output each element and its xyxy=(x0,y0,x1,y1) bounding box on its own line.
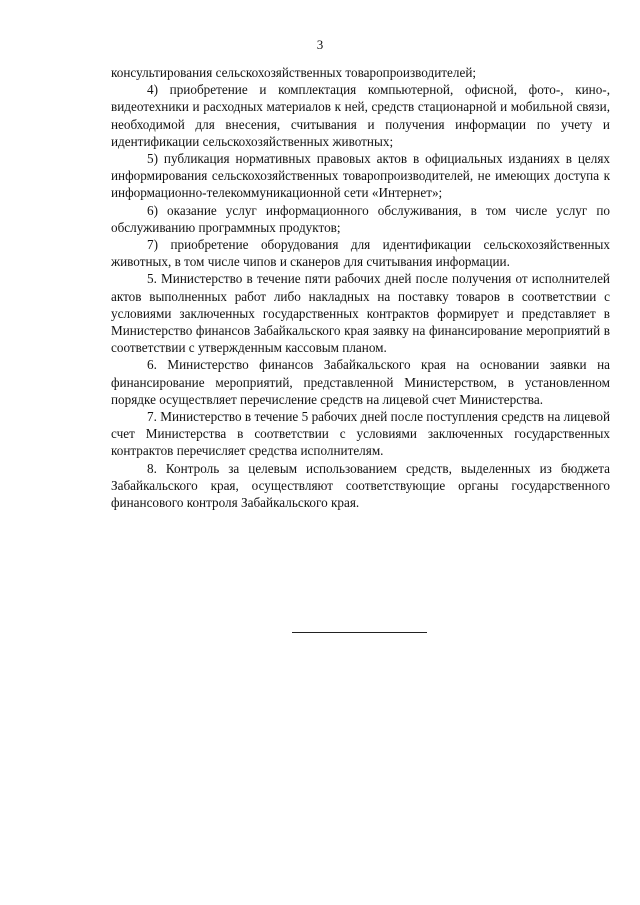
paragraph-clause-7: 7. Министерство в течение 5 рабочих дней после поступления средств на лицевой счет Министерства в соответствии с условиями заключенных государственных контрактов перечисляет средства исполнителям. xyxy=(111,409,610,459)
end-separator-line xyxy=(292,632,427,633)
paragraph-continuation: консультирования сельскохозяйственных товаропроизводителей; xyxy=(111,65,477,80)
page-number: 3 xyxy=(316,37,324,52)
paragraph-clause-8: 8. Контроль за целевым использованием средств, выделенных из бюджета Забайкальского края, осуществляют соответствующие органы государственного финансового контроля Забайкальского края. xyxy=(111,460,610,511)
paragraph-item-5: 5) публикация нормативных правовых актов в официальных изданиях в целях информирования сельскохозяйственных товаропроизводителей, не имеющих доступа к информационно-телекоммуникационной сети «Интернет»; xyxy=(111,151,610,201)
document-body xyxy=(111,64,610,511)
paragraph-item-4: 4) приобретение и комплектация компьютерной, офисной, фото-, кино-, видеотехники и расходных материалов к ней, средств стационарной и мобильной связи, необходимой для внесения, считывания и получения информации по учету и идентификации сельскохозяйственных животных; xyxy=(111,82,610,149)
paragraph-clause-6: 6. Министерство финансов Забайкальского края на основании заявки на финансирование мероприятий, представленной Министерством, в установленном порядке осуществляет перечисление средств на лицевой счет Министерства. xyxy=(111,357,610,407)
paragraph-clause-5: 5. Министерство в течение пяти рабочих дней после получения от исполнителей актов выполненных работ либо накладных на поставку товаров в соответствии с условиями заключенных государственных контрактов формирует и представляет в Министерство финансов Забайкальского края заявку на финансирование мероприятий в соответствии с утвержденным кассовым планом. xyxy=(111,271,610,356)
paragraph-item-7: 7) приобретение оборудования для идентификации сельскохозяйственных животных, в том числе чипов и сканеров для считывания информации. xyxy=(111,237,610,270)
paragraph-item-6: 6) оказание услуг информационного обслуживания, в том числе услуг по обслуживанию программных продуктов; xyxy=(111,202,610,235)
